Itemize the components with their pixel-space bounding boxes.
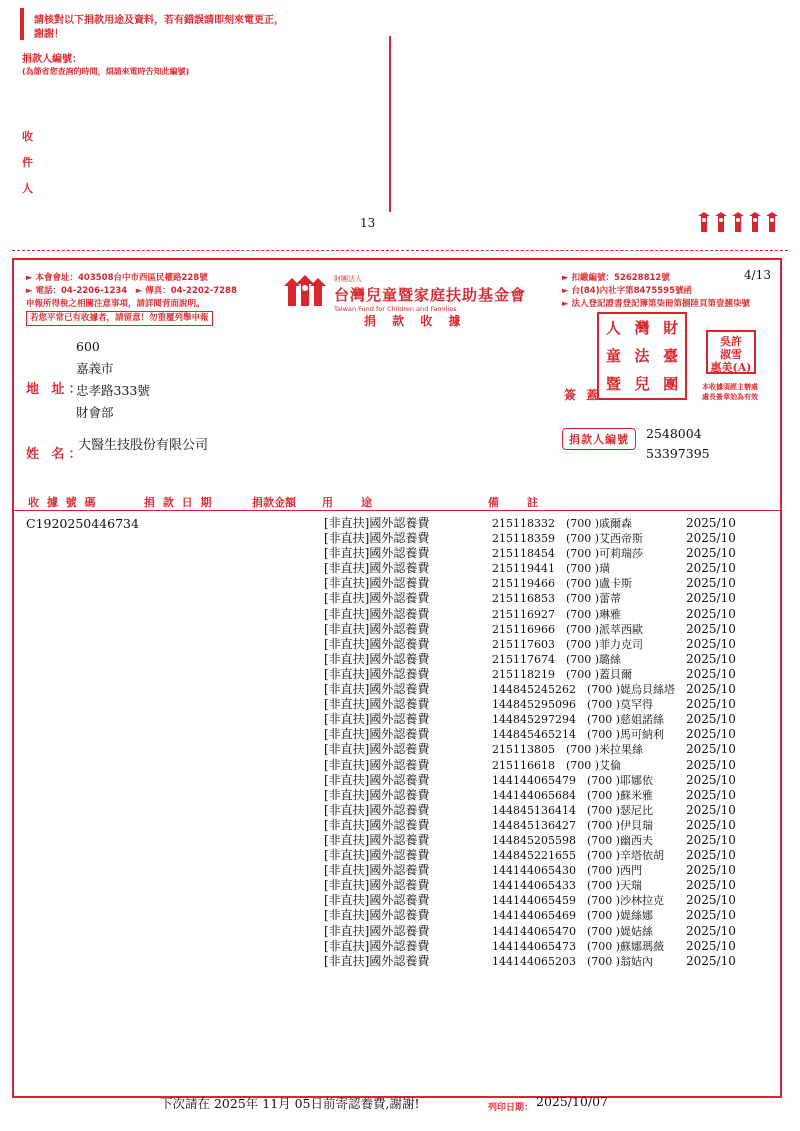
row-month: 2025/10 bbox=[686, 561, 736, 576]
seal-char: 臺 bbox=[663, 347, 679, 365]
name-label: 姓 名： bbox=[26, 447, 86, 462]
row-purpose: [非直扶]國外認養費 bbox=[324, 546, 430, 561]
top-donor-no-label: 捐款人編號： bbox=[22, 54, 82, 65]
row-month: 2025/10 bbox=[686, 802, 736, 817]
row-month: 2025/10 bbox=[686, 697, 736, 712]
column-header-date: 捐 款 日 期 bbox=[144, 496, 214, 509]
row-month: 2025/10 bbox=[686, 848, 736, 863]
row-purpose: [非直扶]國外認養費 bbox=[324, 817, 430, 832]
row-month: 2025/10 bbox=[686, 893, 736, 908]
row-note: 215119441 (700 )璜 bbox=[492, 562, 611, 576]
column-header-note: 備 註 bbox=[488, 496, 540, 509]
row-month: 2025/10 bbox=[686, 606, 736, 621]
row-purpose: [非直扶]國外認養費 bbox=[324, 893, 430, 908]
row-note: 144144065203 (700 )翁姞內 bbox=[492, 954, 654, 968]
row-month: 2025/10 bbox=[686, 621, 736, 636]
director-seal-stamp bbox=[706, 330, 756, 374]
row-note: 215118219 (700 )蓋貝爾 bbox=[492, 667, 633, 681]
donor-number: 2548004 bbox=[646, 426, 702, 441]
row-purpose: [非直扶]國外認養費 bbox=[324, 576, 430, 591]
row-purpose: [非直扶]國外認養費 bbox=[324, 832, 430, 847]
row-purpose: [非直扶]國外認養費 bbox=[324, 802, 430, 817]
row-note: 215118332 (700 )戚爾森 bbox=[492, 517, 633, 530]
duplicate-warning: 若您平常已有收據者，請留意！勿重覆列舉申報 bbox=[26, 311, 213, 326]
row-note: 144144065684 (700 )蘇米雅 bbox=[492, 788, 654, 802]
org-seal-stamp bbox=[597, 312, 687, 400]
approval-letter: ► 台(84)內社字第8475595號函 bbox=[562, 286, 692, 296]
column-header-purpose: 用 途 bbox=[322, 496, 374, 509]
row-note: 144845297294 (700 )慈姐諾絲 bbox=[492, 713, 665, 727]
row-month: 2025/10 bbox=[686, 666, 736, 681]
row-purpose: [非直扶]國外認養費 bbox=[324, 666, 430, 681]
row-month: 2025/10 bbox=[686, 546, 736, 561]
donor-address bbox=[76, 336, 150, 424]
row-month: 2025/10 bbox=[686, 787, 736, 802]
row-purpose: [非直扶]國外認養費 bbox=[324, 682, 430, 697]
row-note: 144144065469 (700 )媞絲娜 bbox=[492, 909, 654, 923]
recipient-char: 人 bbox=[22, 182, 33, 195]
page-number: 13 bbox=[360, 216, 376, 230]
row-purpose: [非直扶]國外認養費 bbox=[324, 787, 430, 802]
donor-number-label: 捐款人編號 bbox=[562, 428, 636, 450]
row-month: 2025/10 bbox=[686, 727, 736, 742]
row-month: 2025/10 bbox=[686, 908, 736, 923]
row-note: 215116966 (700 )派萃西歐 bbox=[492, 622, 644, 636]
row-purpose: [非直扶]國外認養費 bbox=[324, 863, 430, 878]
row-purpose: [非直扶]國外認養費 bbox=[324, 772, 430, 787]
print-date-label: 列印日期： bbox=[488, 1103, 534, 1113]
row-purpose: [非直扶]國外認養費 bbox=[324, 531, 430, 546]
seal-char: 淑 bbox=[720, 348, 731, 361]
seal-char: 惠 bbox=[710, 361, 722, 374]
row-note: 215113805 (700 )米拉果絲 bbox=[492, 743, 644, 757]
row-note: 215117603 (700 )菲力克司 bbox=[492, 637, 644, 651]
row-month: 2025/10 bbox=[686, 878, 736, 893]
next-payment-reminder: 下次請在 2025年 11月 05日前寄認養費,謝謝! bbox=[160, 1096, 420, 1111]
seal-char: 暨 bbox=[605, 375, 621, 393]
row-note: 144144065459 (700 )沙林拉克 bbox=[492, 894, 665, 908]
org-name-block bbox=[334, 274, 526, 313]
row-purpose: [非直扶]國外認養費 bbox=[324, 606, 430, 621]
row-purpose: [非直扶]國外認養費 bbox=[324, 938, 430, 953]
notice-marker bbox=[20, 8, 24, 40]
row-note: 215117674 (700 )璐絲 bbox=[492, 652, 622, 666]
row-month: 2025/10 bbox=[686, 953, 736, 968]
row-note: 215118454 (700 )可莉瑞莎 bbox=[492, 547, 644, 561]
seal-char: 法 bbox=[634, 347, 650, 365]
correction-notice bbox=[34, 14, 284, 42]
row-month: 2025/10 bbox=[686, 591, 736, 606]
address-department: 財會部 bbox=[76, 405, 114, 420]
row-month: 2025/10 bbox=[686, 772, 736, 787]
top-donor-no-note: (為節省您查詢的時間，煩請來電時告知此編號) bbox=[22, 67, 190, 76]
column-header-receipt-no: 收 據 號 碼 bbox=[28, 496, 98, 509]
recipient-label bbox=[22, 124, 36, 202]
row-month: 2025/10 bbox=[686, 531, 736, 546]
row-month: 2025/10 bbox=[686, 636, 736, 651]
org-phone-line: ► 電話：04-2206-1234 ► 傳真：04-2202-7288 bbox=[26, 286, 237, 296]
row-month: 2025/10 bbox=[686, 682, 736, 697]
page-ratio: 4/13 bbox=[744, 268, 771, 282]
org-registration-info bbox=[562, 272, 750, 311]
seal-char: 吳 bbox=[720, 335, 731, 348]
seal-char: 財 bbox=[663, 319, 679, 337]
row-note: 144845136427 (700 )伊貝瑞 bbox=[492, 818, 654, 832]
row-month: 2025/10 bbox=[686, 938, 736, 953]
row-purpose: [非直扶]國外認養費 bbox=[324, 591, 430, 606]
seal-char: 許 bbox=[731, 335, 742, 348]
row-month: 2025/10 bbox=[686, 516, 736, 530]
row-month: 2025/10 bbox=[686, 923, 736, 938]
table-header-rule bbox=[14, 510, 780, 511]
org-name: 台灣兒童暨家庭扶助基金會 bbox=[334, 286, 527, 304]
row-purpose: [非直扶]國外認養費 bbox=[324, 953, 430, 968]
row-purpose: [非直扶]國外認養費 bbox=[324, 621, 430, 636]
row-note: 144845205598 (700 )幽西夫 bbox=[492, 833, 654, 847]
seal-note-line: 本收據須經主辦處 bbox=[702, 383, 758, 391]
org-name-en: Taiwan Fund for Children and Families bbox=[334, 305, 457, 313]
row-month: 2025/10 bbox=[686, 832, 736, 847]
receipt-title: 捐 款 收 據 bbox=[364, 314, 467, 328]
print-date: 2025/10/07 bbox=[536, 1094, 609, 1109]
row-note: 215118359 (700 )艾西帝斯 bbox=[492, 532, 644, 546]
row-month: 2025/10 bbox=[686, 863, 736, 878]
row-month: 2025/10 bbox=[686, 757, 736, 772]
recipient-char: 收 bbox=[22, 130, 33, 143]
donor-tax-id: 53397395 bbox=[646, 446, 710, 461]
row-note: 215116927 (700 )琳雅 bbox=[492, 607, 622, 621]
row-month: 2025/10 bbox=[686, 651, 736, 666]
signature-label: 簽 蓋 bbox=[564, 388, 602, 402]
seal-char: (A) bbox=[732, 361, 752, 374]
cut-line bbox=[12, 250, 788, 251]
row-purpose: [非直扶]國外認養費 bbox=[324, 712, 430, 727]
row-note: 144144065433 (700 )天瑞 bbox=[492, 879, 643, 893]
org-logo-icon bbox=[282, 274, 328, 308]
org-seal-grid bbox=[599, 314, 685, 398]
row-month: 2025/10 bbox=[686, 712, 736, 727]
row-month: 2025/10 bbox=[686, 576, 736, 591]
row-month: 2025/10 bbox=[686, 817, 736, 832]
row-note: 144144065479 (700 )耶娜依 bbox=[492, 773, 654, 787]
donor-name: 大醫生技股份有限公司 bbox=[78, 438, 209, 453]
withholding-no: ► 扣繳編號：52628812號 bbox=[562, 273, 670, 283]
seal-char: 人 bbox=[605, 319, 621, 337]
org-logo-row-icon bbox=[696, 210, 780, 236]
row-note: 144845465214 (700 )馬可納利 bbox=[492, 728, 665, 742]
row-purpose: [非直扶]國外認養費 bbox=[324, 561, 430, 576]
seal-validity-note bbox=[702, 382, 758, 402]
address-label: 地 址： bbox=[26, 382, 86, 397]
row-purpose: [非直扶]國外認養費 bbox=[324, 742, 430, 757]
address-street: 忠孝路333號 bbox=[76, 383, 150, 398]
seal-char: 雪 bbox=[731, 348, 742, 361]
seal-note-line: 處長簽章始為有效 bbox=[702, 393, 758, 401]
row-note: 144845295096 (700 )莫罕得 bbox=[492, 698, 654, 712]
row-purpose: [非直扶]國外認養費 bbox=[324, 878, 430, 893]
row-purpose: [非直扶]國外認養費 bbox=[324, 908, 430, 923]
postal-code: 600 bbox=[76, 339, 100, 354]
recipient-char: 件 bbox=[22, 156, 33, 169]
row-purpose: [非直扶]國外認養費 bbox=[324, 923, 430, 938]
seal-char: 兒 bbox=[634, 375, 650, 393]
org-caption: 財團法人 bbox=[334, 275, 362, 283]
row-note: 144845221655 (700 )辛塔依胡 bbox=[492, 849, 665, 863]
row-purpose: [非直扶]國外認養費 bbox=[324, 757, 430, 772]
address-city: 嘉義市 bbox=[76, 361, 114, 376]
row-month: 2025/10 bbox=[686, 742, 736, 757]
row-note: 144144065473 (700 )蘇娜瑪薇 bbox=[492, 939, 665, 953]
row-purpose: [非直扶]國外認養費 bbox=[324, 697, 430, 712]
notice-line-1: 請核對以下捐款用途及資料，若有錯誤請即刻來電更正， bbox=[34, 15, 284, 26]
row-note: 215116853 (700 )蕾蒂 bbox=[492, 592, 622, 606]
seal-char: 美 bbox=[721, 361, 733, 374]
row-purpose: [非直扶]國外認養費 bbox=[324, 651, 430, 666]
slip-divider bbox=[389, 36, 391, 212]
seal-char: 團 bbox=[663, 375, 679, 393]
column-header-amount: 捐款金額 bbox=[252, 496, 296, 509]
row-note: 144845136414 (700 )瑟尼比 bbox=[492, 803, 654, 817]
registration-cert: ► 法人登記證書登記簿第柒冊第捌陸頁第壹捌柒號 bbox=[562, 299, 750, 309]
row-purpose: [非直扶]國外認養費 bbox=[324, 848, 430, 863]
row-note: 144144065430 (700 )西門 bbox=[492, 864, 643, 878]
seal-char: 童 bbox=[605, 347, 621, 365]
donor-number-block bbox=[646, 424, 710, 464]
org-contact-info bbox=[26, 272, 237, 326]
notice-line-2: 謝謝！ bbox=[34, 29, 64, 40]
tax-notice-line: 申報所得稅之相關注意事項，請詳閱背面說明。 bbox=[26, 299, 205, 309]
row-purpose: [非直扶]國外認養費 bbox=[324, 636, 430, 651]
row-note: 215119466 (700 )盧卡斯 bbox=[492, 577, 633, 591]
seal-char: 灣 bbox=[634, 319, 650, 337]
row-purpose: [非直扶]國外認養費 bbox=[324, 727, 430, 742]
receipt-number: C1920250446734 bbox=[26, 516, 139, 531]
row-note: 144144065470 (700 )媞姞絲 bbox=[492, 924, 654, 938]
row-note: 144845245262 (700 )媞烏貝絲塔 bbox=[492, 683, 676, 697]
row-note: 215116618 (700 )艾倫 bbox=[492, 758, 622, 772]
org-address-line: ► 本會會址：403508台中市西區民權路228號 bbox=[26, 273, 208, 283]
row-purpose: [非直扶]國外認養費 bbox=[324, 516, 430, 530]
